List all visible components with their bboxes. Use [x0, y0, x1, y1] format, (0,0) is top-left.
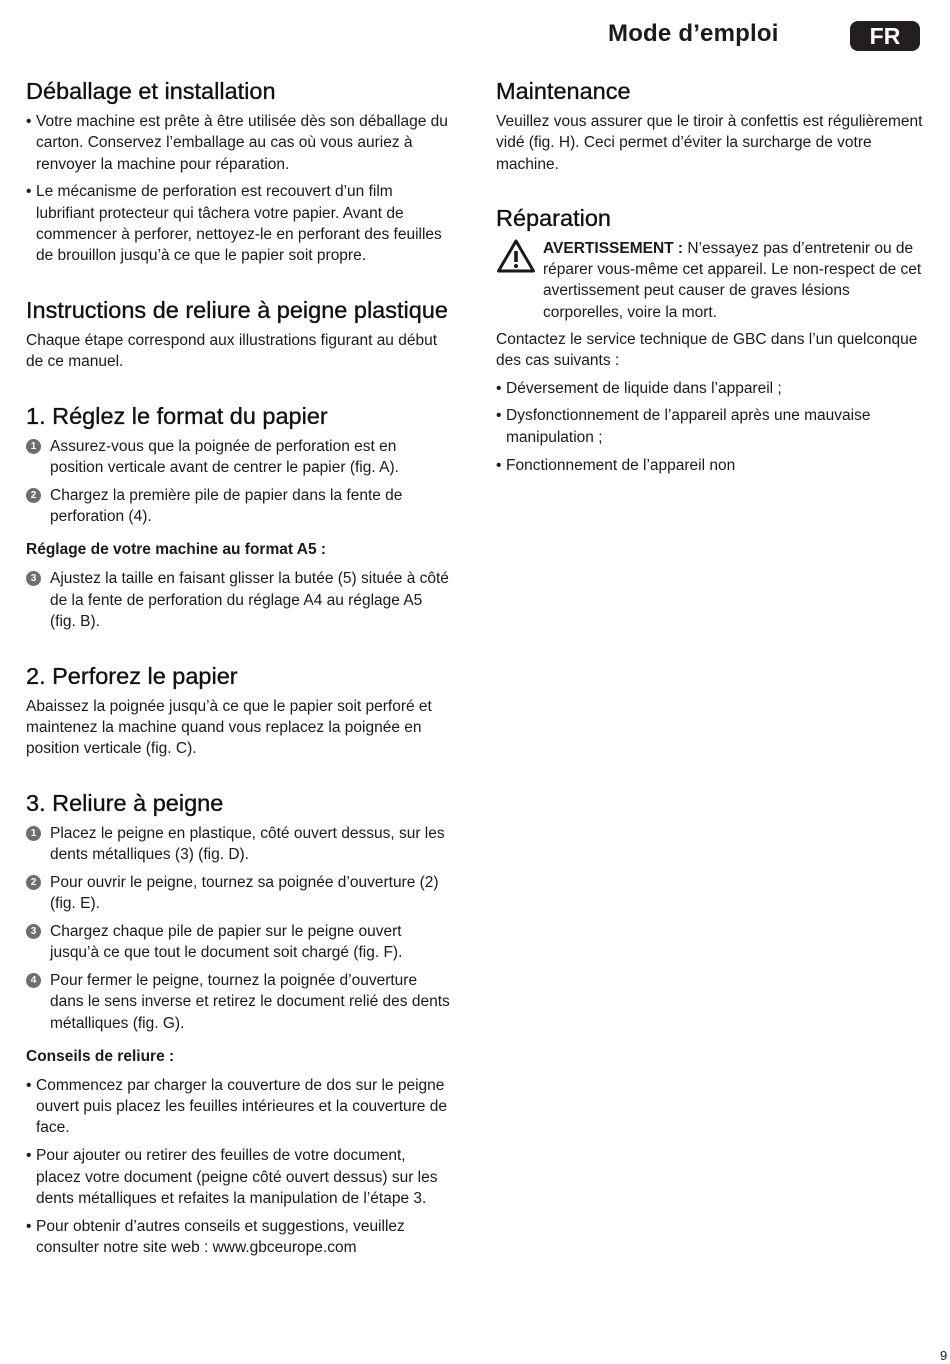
warning-block	[496, 238, 926, 323]
heading-maintenance: Maintenance	[496, 78, 631, 104]
bullet-item: • Commencez par charger la couverture de dos sur le peigne ouvert puis placez les feuilles intérieures et la couverture de face.	[26, 1076, 447, 1137]
step-number-badge: 1	[26, 439, 41, 454]
subheading-tips: Conseils de reliure :	[26, 1047, 175, 1065]
right-column	[496, 78, 926, 482]
section-repair	[496, 205, 926, 476]
instructions-text: Chaque étape correspond aux illustrations figurant au début de ce manuel.	[26, 332, 438, 371]
heading-step-2: 2. Perforez le papier	[26, 662, 238, 689]
numbered-item: 4 Pour fermer le peigne, tournez la poignée d’ouverture dans le sens inverse et retirez le document relié des dents métalliques (fig. G).	[26, 970, 451, 1034]
step-number-badge: 3	[26, 924, 41, 939]
numbered-item: 1 Assurez-vous que la poignée de perforation est en position verticale avant de centrer le papier (fig. A).	[26, 436, 451, 479]
step-number-badge: 4	[26, 973, 41, 988]
step-number-badge: 1	[26, 826, 41, 841]
section-step-3	[26, 790, 451, 1259]
heading-step-1: 1. Réglez le format du papier	[26, 402, 328, 429]
contact-text: Contactez le service technique de GBC dans l’un quelconque des cas suivants :	[496, 331, 918, 370]
heading-repair: Réparation	[496, 204, 611, 231]
page-header-title: Mode d’emploi	[608, 20, 779, 47]
warning-triangle-icon	[496, 238, 536, 274]
section-step-2	[26, 663, 451, 760]
heading-unpacking: Déballage et installation	[26, 78, 276, 104]
left-column	[26, 78, 451, 1265]
step-number-badge: 2	[26, 875, 41, 890]
bullet-item: • Fonctionnement de l’appareil non	[496, 456, 736, 474]
bullet-item: • Pour obtenir d’autres conseils et suggestions, veuillez consulter notre site web : www.gbceurope.com	[26, 1217, 405, 1256]
section-step-1	[26, 403, 451, 633]
numbered-item: 1 Placez le peigne en plastique, côté ouvert dessus, sur les dents métalliques (3) (fig. D).	[26, 823, 451, 866]
page-number: 9	[940, 1348, 948, 1363]
warning-label: AVERTISSEMENT :	[543, 239, 684, 257]
bullet-item: • Déversement de liquide dans l’appareil ;	[496, 379, 782, 397]
section-maintenance	[496, 78, 926, 175]
heading-instructions: Instructions de reliure à peigne plastique	[26, 297, 448, 324]
step-number-badge: 2	[26, 488, 41, 503]
numbered-item: 3 Ajustez la taille en faisant glisser la butée (5) située à côté de la fente de perforation du réglage A4 au réglage A5 (fig. B).	[26, 568, 451, 632]
numbered-item: 2 Pour ouvrir le peigne, tournez sa poignée d’ouverture (2) (fig. E).	[26, 872, 451, 915]
step-number-badge: 3	[26, 571, 41, 586]
maintenance-text: Veuillez vous assurer que le tiroir à confettis est régulièrement vidé (fig. H). Ceci permet d’éviter la surcharge de votre machine.	[496, 113, 923, 173]
heading-step-3: 3. Reliure à peigne	[26, 789, 224, 816]
numbered-item: 2 Chargez la première pile de papier dans la fente de perforation (4).	[26, 485, 451, 528]
bullet-item: • Le mécanisme de perforation est recouvert d’un film lubrifiant protecteur qui tâchera votre papier. Avant de commencer à perforer, nettoyez-le en perforant des feuilles de brouillon jusqu’à ce que le papier soit propre.	[26, 183, 442, 265]
step-2-text: Abaissez la poignée jusqu’à ce que le papier soit perforé et maintenez la machine quand vous replacez la poignée en position verticale (fig. C).	[26, 697, 432, 758]
numbered-item: 3 Chargez chaque pile de papier sur le peigne ouvert jusqu’à ce que tout le document soit chargé (fig. F).	[26, 921, 451, 964]
bullet-item: • Pour ajouter ou retirer des feuilles de votre document, placez votre document (peigne côté ouvert dessus) sur les dents métalliques et refaites la manipulation de l’étape 3.	[26, 1147, 438, 1207]
subheading-a5: Réglage de votre machine au format A5 :	[26, 541, 327, 559]
language-badge: FR	[850, 21, 920, 51]
section-instructions	[26, 297, 451, 373]
bullet-item: • Dysfonctionnement de l’appareil après une mauvaise manipulation ;	[496, 407, 871, 446]
section-unpacking	[26, 78, 451, 267]
warning-text: N’essayez pas d’entretenir ou de réparer vous-même cet appareil. Le non-respect de cet avertissement peut causer de graves lésions corporelles, voire la mort.	[543, 239, 922, 321]
bullet-item: • Votre machine est prête à être utilisée dès son déballage du carton. Conservez l’emballage au cas où vous auriez à renvoyer la machine pour réparation.	[26, 113, 448, 173]
